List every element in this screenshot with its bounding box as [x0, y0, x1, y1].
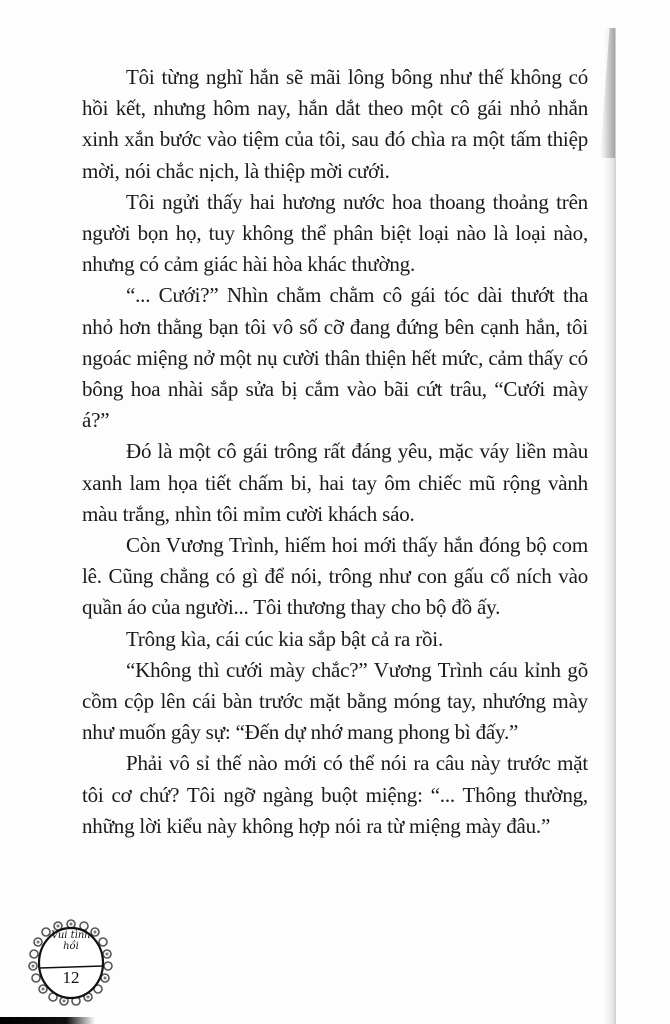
paragraph: Còn Vương Trình, hiếm hoi mới thấy hắn đóng bộ com lê. Cũng chẳng có gì để nói, trông như con gấu cố ních vào quần áo của người... Tôi thương thay cho bộ đồ ấy.: [82, 533, 588, 620]
page-number: 12: [62, 968, 80, 987]
page-number-emblem: [28, 916, 114, 1008]
paragraph: “... Cưới?” Nhìn chằm chằm cô gái tóc dài thướt tha nhỏ hơn thằng bạn tôi vô số cỡ đang đứng bên cạnh hắn, tôi ngoác miệng nở một nụ cười thân thiện hết mức, cảm thấy có bông hoa nhài sắp sửa bị cắm vào bãi cứt trâu, “Cưới mày á?”: [82, 283, 588, 433]
paragraph: “Không thì cưới mày chắc?” Vương Trình cáu kỉnh gõ cồm cộp lên cái bàn trước mặt bằng móng tay, nhướng mày như muốn gây sự: “Đến dự nhớ mang phong bì đấy.”: [82, 657, 588, 745]
paragraph: Phải vô sỉ thế nào mới có thể nói ra câu này trước mặt tôi cơ chứ? Tôi ngỡ ngàng buột miệng: “... Thông thường, những lời kiểu này không hợp nói ra từ miệng mày đâu.”: [82, 751, 588, 838]
paragraph: Đó là một cô gái trông rất đáng yêu, mặc váy liền màu xanh lam họa tiết chấm bi, hai tay ôm chiếc mũ rộng vành màu trắng, nhìn tôi mỉm cười khách sáo.: [82, 439, 588, 526]
page-edge-line: [615, 28, 616, 1024]
bottom-edge-shadow: [0, 1017, 95, 1024]
paragraph: Tôi ngửi thấy hai hương nước hoa thoang thoảng trên người bọn họ, tuy không thể phân biệt loại nào là loại nào, nhưng có cảm giác hài hòa khác thường.: [82, 189, 588, 277]
body-text: [82, 62, 588, 842]
paragraph: Tôi từng nghĩ hắn sẽ mãi lông bông như thế không có hồi kết, nhưng hôm nay, hắn dắt theo một cô gái nhỏ nhắn xinh xắn bước vào tiệm của tôi, sau đó chìa ra một tấm thiệp mời, nói chắc nịch, là thiệp mời cưới.: [82, 65, 588, 183]
paragraph: Trông kìa, cái cúc kia sắp bật cả ra rồi.: [126, 626, 443, 651]
emblem-book-title: Vui tình hồi: [51, 930, 91, 952]
